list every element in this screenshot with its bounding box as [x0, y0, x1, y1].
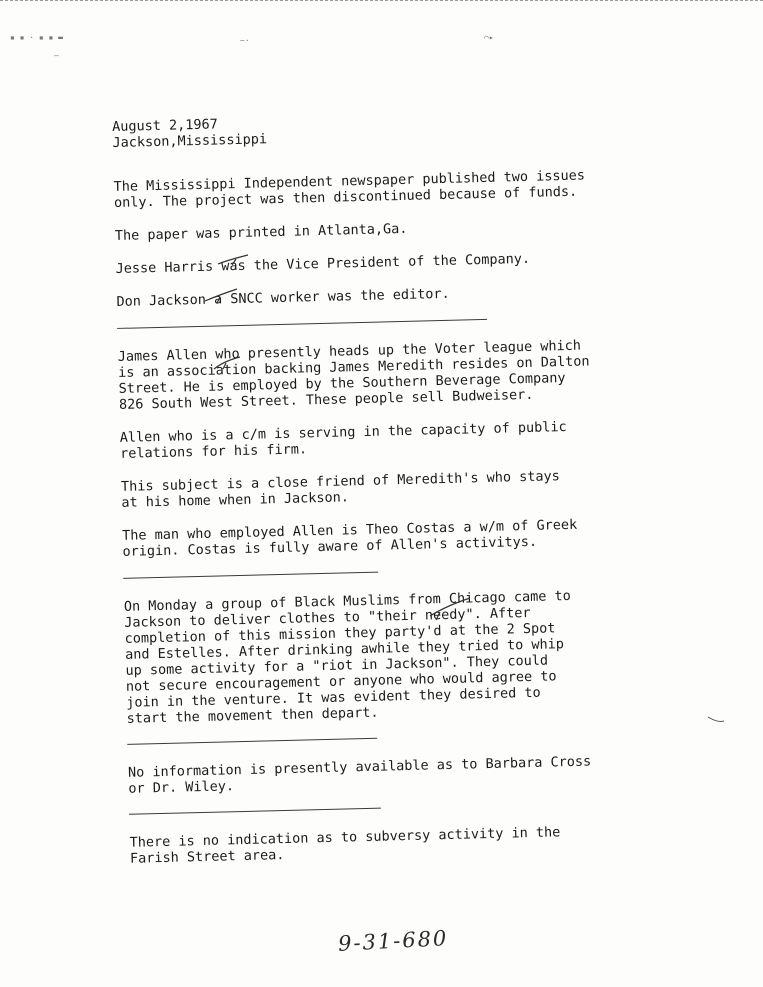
handwritten-file-number: 9-31-680 [337, 926, 449, 956]
memo-date: August 2,1967 [112, 116, 219, 135]
paragraph-farish-street: There is no indication as to subversy activity in the Farish Street area. [129, 824, 561, 867]
scan-speck: ⌒▸ [484, 33, 494, 42]
paragraph-black-muslims: On Monday a group of Black Muslims from Chicago came to Jackson to deliver clothes to "their needy". After completion of this mission they party'd at the 2 Spot and Estelles. After drinking awhile they tried to whip up some activity for a "riot in Jackson". They could not secure encouragement or anyone who would agree to join in the venture. It was evident they desired to start the movement then depart. [123, 587, 572, 727]
paragraph-newspaper: The Mississippi Independent newspaper published two issues only. The project was then discontinued because of funds. [113, 167, 586, 211]
check-mark [214, 357, 240, 369]
memo-location: Jackson,Mississippi [112, 131, 268, 151]
handwritten-checkmarks [0, 1, 763, 987]
paragraph-vice-president: Jesse Harris was the Vice President of the Company. [115, 250, 531, 277]
paragraph-meredith-friend: This subject is a close friend of Meredith's who stays at his home when in Jackson. [120, 468, 560, 511]
paragraph-barbara-cross: No information is presently available as to Barbara Cross or Dr. Wiley. [127, 753, 592, 797]
scan-speck: ~· [240, 36, 250, 45]
paragraph-editor: Don Jackson a SNCC worker was the editor. [116, 285, 450, 310]
paragraph-allen-role: Allen who is a c/m is serving in the capacity of public relations for his firm. [119, 418, 567, 462]
scan-mark [708, 717, 724, 722]
check-mark [218, 255, 248, 265]
paragraph-printing: The paper was printed in Atlanta,Ga. [114, 220, 408, 244]
scan-speck: – [54, 51, 59, 60]
paragraph-james-allen: James Allen who presently heads up the Voter league which is an association backing James Meredith resides on Dalton Street. He is employed by the Southern Beverage Company 826 South West Street. These people sell Budweiser. [117, 337, 590, 413]
paragraph-employer: The man who employed Allen is Theo Costas a w/m of Greek origin. Costas is fully aware of Allen's activitys. [121, 516, 578, 560]
check-mark [430, 598, 470, 620]
check-mark [205, 289, 237, 303]
scan-speck: ▪ ▪ · ▪ ▪ ▬ [10, 33, 63, 42]
